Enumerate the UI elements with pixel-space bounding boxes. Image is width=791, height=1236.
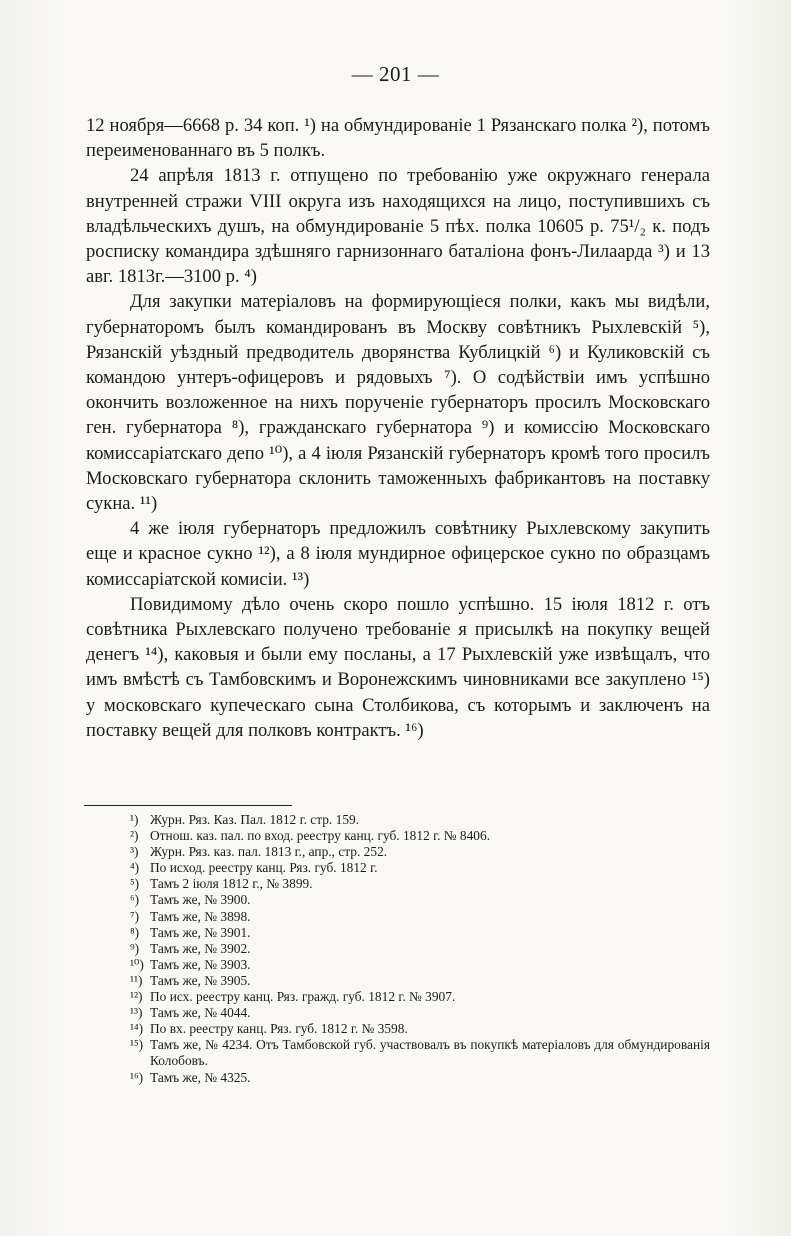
footnote-text: Отнош. каз. пал. по вход. реестру канц. губ. 1812 г. № 8406.	[150, 828, 491, 844]
footnote-text: Тамъ же, № 4044.	[150, 1005, 251, 1021]
footnote-text: Тамъ же, № 3902.	[150, 940, 251, 956]
footnote-text: Тамъ же, № 4234. Отъ Тамбовской губ. участвовалъ въ покупкѣ матеріаловъ для обмундированія Колобовъ.	[150, 1037, 710, 1069]
footnote-text: Тамъ же, № 3898.	[150, 908, 251, 924]
footnote-mark: ¹⁶)	[130, 1069, 144, 1085]
footnote-mark: ¹⁰)	[130, 956, 144, 972]
footnote	[130, 973, 710, 989]
footnote-mark: ²)	[130, 828, 139, 844]
footnote	[130, 1005, 710, 1021]
footnote-mark: ¹⁴)	[130, 1021, 144, 1037]
footnote-text: Тамъ же, № 3901.	[150, 924, 251, 940]
footnote	[130, 1037, 710, 1069]
footnote-text: Тамъ же, № 4325.	[150, 1069, 251, 1085]
paragraph: 4 же іюля губернаторъ предложилъ совѣтнику Рыхлевскому закупить еще и красное сукно ¹²), а 8 іюля мундирное офицерское сукно по образцамъ комиссаріатской комисіи. ¹³)	[86, 518, 710, 590]
page-number: — 201 —	[351, 62, 440, 86]
footnote	[130, 828, 710, 844]
footnote-mark: ¹¹)	[130, 972, 143, 988]
footnote-mark: ⁹)	[130, 940, 140, 956]
footnote-mark: ³)	[130, 844, 139, 860]
footnote-divider	[84, 805, 292, 806]
paragraph: 12 ноября—6668 р. 34 коп. ¹) на обмундированіе 1 Рязанскаго полка ²), потомъ переименованнаго въ 5 полкъ.	[86, 115, 710, 162]
footnote-mark: ¹³)	[130, 1005, 143, 1021]
footnote-mark: ¹)	[130, 812, 139, 827]
footnote-mark: ⁵)	[130, 876, 140, 892]
footnote-text: Тамъ же, № 3903.	[150, 956, 251, 972]
footnote	[130, 941, 710, 957]
body-text	[86, 113, 710, 743]
footnote-text: По исх. реестру канц. Ряз. гражд. губ. 1812 г. № 3907.	[150, 989, 456, 1005]
footnote	[130, 1021, 710, 1037]
paragraph: Повидимому дѣло очень скоро пошло успѣшно. 15 іюля 1812 г. отъ совѣтника Рыхлевскаго получено требованіе я присылкѣ на покупку вещей денегъ ¹⁴), каковыя и были ему посланы, а 17 Рыхлевскій уже извѣщалъ, что имъ вмѣстѣ съ Тамбовскимъ и Воронежскимъ чиновниками все закуплено ¹⁵) у московскаго купеческаго сына Столбикова, съ которымъ и заключенъ на поставку вещей для полковъ контрактъ. ¹⁶)	[86, 593, 710, 741]
footnote-mark: ⁴)	[130, 860, 140, 876]
footnote-mark: ⁷)	[130, 908, 140, 924]
footnote	[130, 957, 710, 973]
footnote	[130, 1070, 710, 1086]
paragraph: Для закупки матеріаловъ на формирующіеся полки, какъ мы видѣли, губернаторомъ былъ командированъ въ Москву совѣтникъ Рыхлевскій ⁵), Рязанскій уѣздный предводитель дворянства Кублицкій ⁶) и Куликовскій съ командою унтеръ-офицеровъ и рядовыхъ ⁷). О содѣйствіи имъ успѣшно окончить возложенное на нихъ порученіе губернаторъ просилъ Московскаго ген. губернатора ⁸), гражданскаго губернатора ⁹) и комиссію Московскаго комиссаріатскаго депо ¹⁰), а 4 іюля Рязанскій губернаторъ кромѣ того просилъ Московскаго губернатора склонить таможенныхъ фабрикантовъ на поставку сукна. ¹¹)	[86, 291, 710, 515]
footnote-mark: ⁸)	[130, 924, 140, 940]
footnote	[130, 844, 710, 860]
footnote-text: Тамъ же, № 3905.	[150, 972, 251, 988]
footnote-mark: ¹²)	[130, 989, 143, 1005]
footnote	[130, 892, 710, 908]
footnote-mark: ⁶)	[130, 892, 140, 908]
footnote-text: Журн. Ряз. Каз. Пал. 1812 г. стр. 159.	[150, 812, 360, 827]
footnote-text: По исход. реестру канц. Ряз. губ. 1812 г.	[150, 860, 378, 876]
paragraph: 24 апрѣля 1813 г. отпущено по требованію уже окружнаго генерала внутренней стражи VIII округа изъ находящихся на лицо, поступившихъ съ владѣльческихъ душъ, на обмундированіе 5 пѣх. полка 10605 р. 75¹/₂ к. подъ росписку командира здѣшняго гарнизоннаго баталіона фонъ-Лилаарда ³) и 13 авг. 1813г.—3100 р. ⁴)	[86, 165, 710, 288]
footnote-text: Тамъ 2 іюля 1812 г., № 3899.	[150, 876, 313, 892]
footnote	[130, 989, 710, 1005]
footnote-text: По вх. реестру канц. Ряз. губ. 1812 г. № 3598.	[150, 1021, 408, 1037]
footnote	[130, 925, 710, 941]
footnote	[130, 860, 710, 876]
footnote	[130, 909, 710, 925]
footnote	[130, 876, 710, 892]
footnote-text: Тамъ же, № 3900.	[150, 892, 251, 908]
footnote-text: Журн. Ряз. каз. пал. 1813 г., апр., стр. 252.	[150, 844, 388, 860]
footnote	[130, 812, 710, 828]
footnotes	[130, 812, 710, 1086]
footnote-mark: ¹⁵)	[130, 1037, 144, 1053]
